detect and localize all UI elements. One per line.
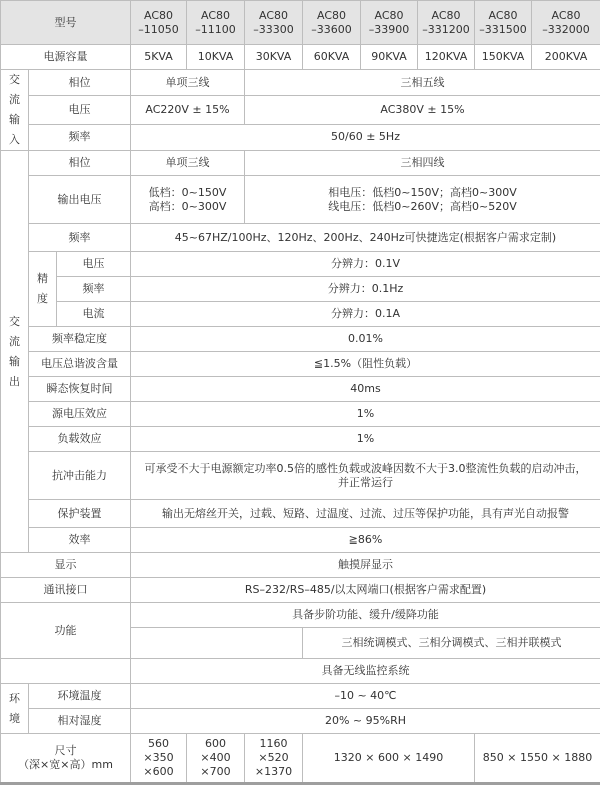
ac-output-freq-row (1, 224, 600, 252)
precision-freq-value: 分辨力：0.1Hz (131, 277, 600, 302)
precision-current-row (1, 302, 600, 327)
capacity-value: 120KVA (418, 45, 475, 70)
precision-current-label: 电流 (57, 302, 131, 327)
ac-output-phase-single: 单项三线 (131, 151, 245, 176)
freq-stability-label: 频率稳定度 (29, 327, 131, 352)
capacity-value: 90KVA (361, 45, 418, 70)
surge-row (1, 452, 600, 500)
function-spacer (1, 659, 131, 684)
thd-row (1, 352, 600, 377)
capacity-value: 30KVA (245, 45, 303, 70)
precision-freq-row (1, 277, 600, 302)
surge-value: 可承受不大于电源额定功率0.5倍的感性负载或波峰因数不大于3.0整流性负载的启动冲击， 并正常运行 (131, 452, 600, 500)
comm-label: 通讯接口 (1, 578, 131, 603)
model-cell: AC80 –33900 (361, 1, 418, 45)
display-value: 触摸屏显示 (131, 553, 600, 578)
efficiency-value: ≧86% (131, 528, 600, 553)
function-label: 功能 (1, 603, 131, 659)
protection-value: 输出无熔丝开关，过载、短路、过温度、过流、过压等保护功能，具有声光自动报警 (131, 500, 600, 528)
ac-output-phase-row (1, 151, 600, 176)
ac-output-voltage-single: 低档：0~150V 高档：0~300V (131, 176, 245, 224)
model-label: 型号 (1, 1, 131, 45)
display-label: 显示 (1, 553, 131, 578)
env-temp-label: 环境温度 (29, 684, 131, 709)
function-spacer (131, 628, 303, 659)
ac-input-freq-label: 频率 (29, 124, 131, 150)
ac-input-voltage-three: AC380V ± 15% (245, 96, 600, 124)
ac-output-voltage-three: 相电压：低档0~150V；高档0~300V 线电压：低档0~260V；高档0~520V (245, 176, 600, 224)
env-humidity-label: 相对湿度 (29, 709, 131, 734)
load-effect-value: 1% (131, 427, 600, 452)
protection-label: 保护装置 (29, 500, 131, 528)
env-temp-row (1, 684, 600, 709)
comm-row (1, 578, 600, 603)
function-row-1 (1, 603, 600, 628)
model-cell: AC80 –332000 (532, 1, 600, 45)
size-value: 600 ×400 ×700 (187, 734, 245, 784)
ac-output-phase-three: 三相四线 (245, 151, 600, 176)
function-line-1: 具备步阶功能、缓升/缓降功能 (131, 603, 600, 628)
ac-output-freq-label: 频率 (29, 224, 131, 252)
ac-output-voltage-label: 输出电压 (29, 176, 131, 224)
source-effect-row (1, 402, 600, 427)
size-value: 1320 × 600 × 1490 (303, 734, 475, 784)
source-effect-value: 1% (131, 402, 600, 427)
env-humidity-value: 20% ~ 95%RH (131, 709, 600, 734)
freq-stability-value: 0.01% (131, 327, 600, 352)
model-cell: AC80 –11050 (131, 1, 187, 45)
size-value: 850 × 1550 × 1880 (475, 734, 600, 784)
capacity-value: 150KVA (475, 45, 532, 70)
comm-value: RS–232/RS–485/以太网端口(根据客户需求配置) (131, 578, 600, 603)
size-value: 1160 ×520 ×1370 (245, 734, 303, 784)
ac-input-phase-row (1, 70, 600, 96)
source-effect-label: 源电压效应 (29, 402, 131, 427)
capacity-value: 200KVA (532, 45, 600, 70)
thd-value: ≦1.5%（阻性负载） (131, 352, 600, 377)
transient-value: 40ms (131, 377, 600, 402)
ac-output-phase-label: 相位 (29, 151, 131, 176)
ac-input-voltage-row (1, 96, 600, 124)
capacity-value: 10KVA (187, 45, 245, 70)
precision-label: 精度 (29, 252, 57, 327)
surge-label: 抗冲击能力 (29, 452, 131, 500)
environment-group-label: 环境 (1, 684, 29, 734)
model-cell: AC80 –33300 (245, 1, 303, 45)
ac-input-freq-value: 50/60 ± 5Hz (131, 124, 600, 150)
model-cell: AC80 –331200 (418, 1, 475, 45)
transient-label: 瞬态恢复时间 (29, 377, 131, 402)
ac-output-voltage-row (1, 176, 600, 224)
transient-row (1, 377, 600, 402)
model-cell: AC80 –11100 (187, 1, 245, 45)
ac-input-phase-single: 单项三线 (131, 70, 245, 96)
size-label: 尺寸 （深×宽×高）mm (1, 734, 131, 784)
header-row (1, 1, 600, 45)
efficiency-label: 效率 (29, 528, 131, 553)
freq-stability-row (1, 327, 600, 352)
thd-label: 电压总谐波含量 (29, 352, 131, 377)
env-temp-value: –10 ~ 40℃ (131, 684, 600, 709)
ac-input-phase-three: 三相五线 (245, 70, 600, 96)
load-effect-label: 负载效应 (29, 427, 131, 452)
ac-input-group-label: 交流输入 (1, 70, 29, 151)
ac-input-voltage-single: AC220V ± 15% (131, 96, 245, 124)
capacity-label: 电源容量 (1, 45, 131, 70)
function-line-3: 具备无线监控系统 (131, 659, 600, 684)
ac-output-freq-value: 45~67HZ/100Hz、120Hz、200Hz、240Hz可快捷选定(根据客户需求定制) (131, 224, 600, 252)
ac-input-freq-row (1, 124, 600, 150)
protection-row (1, 500, 600, 528)
load-effect-row (1, 427, 600, 452)
function-line-2: 三相统调模式、三相分调模式、三相并联模式 (303, 628, 600, 659)
capacity-value: 60KVA (303, 45, 361, 70)
precision-freq-label: 频率 (57, 277, 131, 302)
ac-input-phase-label: 相位 (29, 70, 131, 96)
model-cell: AC80 –331500 (475, 1, 532, 45)
efficiency-row (1, 528, 600, 553)
capacity-row (1, 45, 600, 70)
ac-input-voltage-label: 电压 (29, 96, 131, 124)
precision-current-value: 分辨力：0.1A (131, 302, 600, 327)
model-cell: AC80 –33600 (303, 1, 361, 45)
env-humidity-row (1, 709, 600, 734)
function-row-3 (1, 659, 600, 684)
display-row (1, 553, 600, 578)
capacity-value: 5KVA (131, 45, 187, 70)
precision-voltage-label: 电压 (57, 252, 131, 277)
precision-voltage-value: 分辨力：0.1V (131, 252, 600, 277)
precision-voltage-row (1, 252, 600, 277)
size-row (1, 734, 600, 784)
ac-output-group-label: 交流输出 (1, 151, 29, 553)
size-value: 560 ×350 ×600 (131, 734, 187, 784)
